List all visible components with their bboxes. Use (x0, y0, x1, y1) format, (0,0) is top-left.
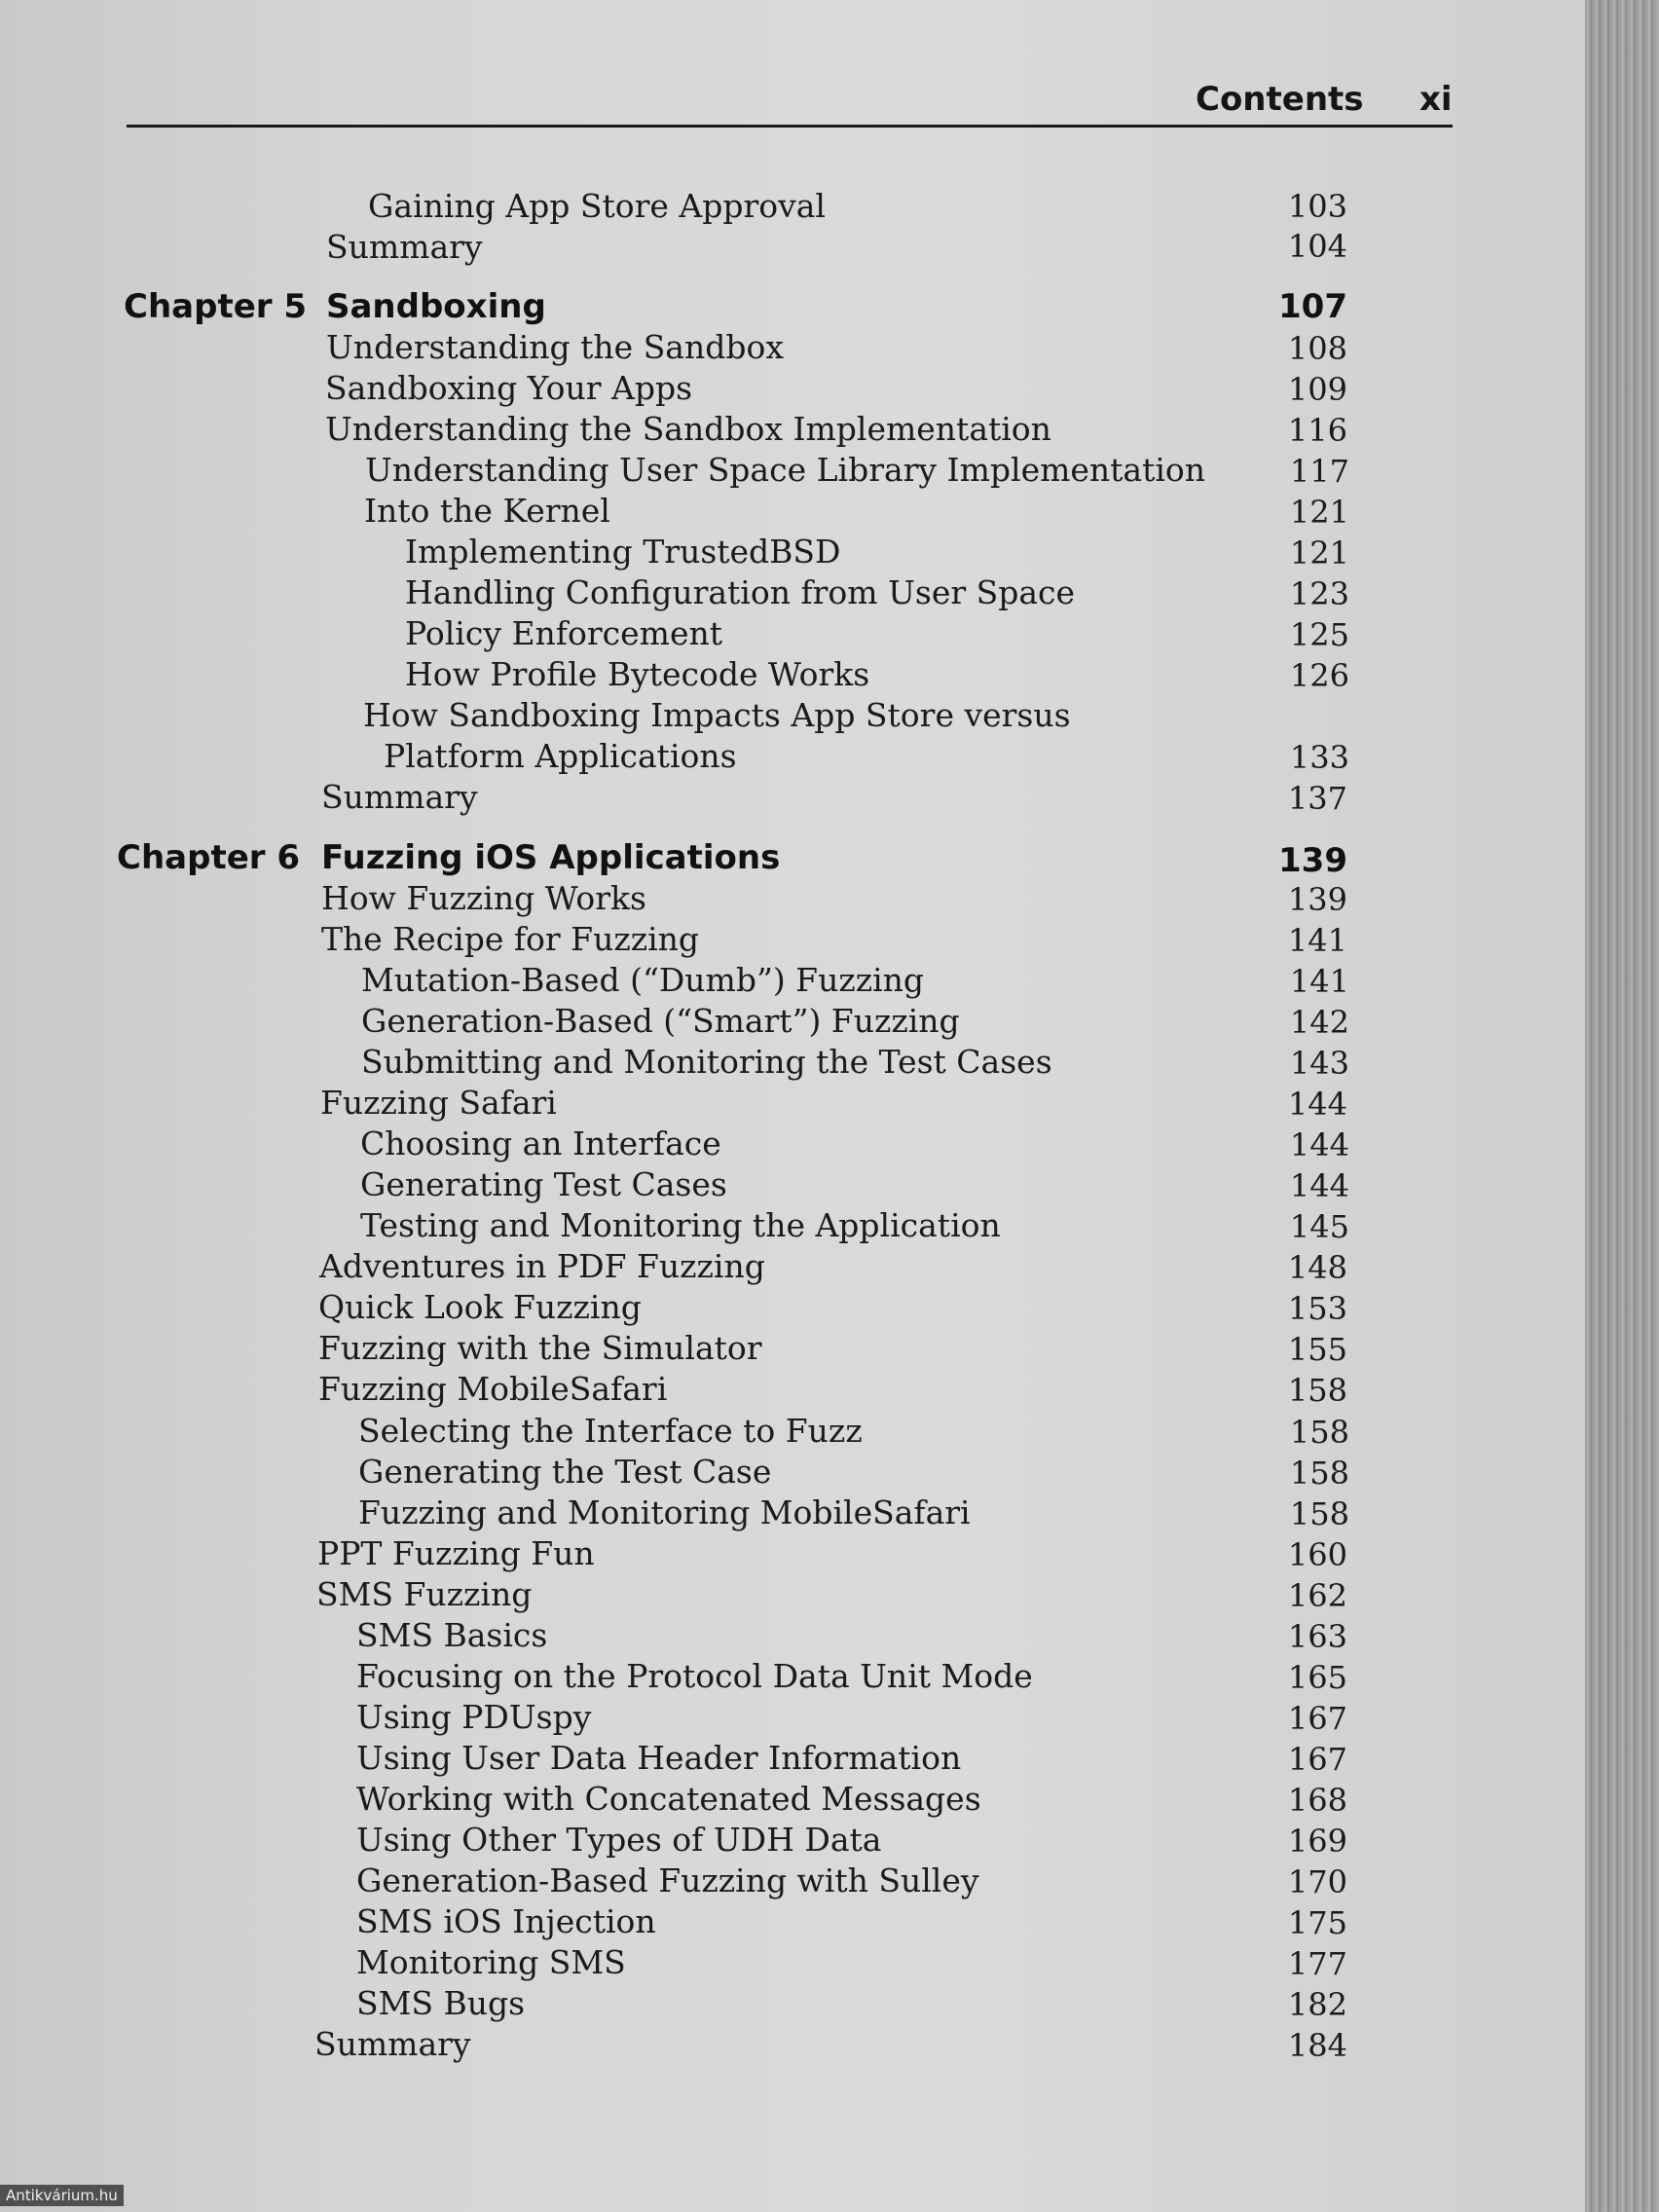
toc-page-number: 153 (1287, 1290, 1347, 1327)
toc-entry-title: Policy Enforcement (405, 614, 723, 652)
toc-page-number: 145 (1289, 1208, 1349, 1245)
toc-entry-title: Adventures in PDF Fuzzing (319, 1247, 765, 1285)
toc-page-number: 148 (1287, 1249, 1347, 1286)
watermark-text: Antikvárium.hu (0, 2185, 124, 2206)
toc-entry-title: Understanding the Sandbox (326, 328, 784, 366)
toc-page-number: 143 (1289, 1045, 1349, 1082)
toc-page-number: 137 (1287, 780, 1347, 817)
toc-entry-title: Handling Configuration from User Space (405, 573, 1076, 611)
toc-entry-title: Sandboxing Your Apps (325, 369, 693, 407)
toc-entry-title: Fuzzing MobileSafari (318, 1370, 668, 1408)
toc-page-number: 144 (1289, 1167, 1349, 1204)
toc-entry-title: Summary (326, 228, 483, 266)
chapter-page-number: 139 (1278, 841, 1347, 880)
toc-page-number: 168 (1287, 1782, 1347, 1819)
toc-entry-title: Fuzzing and Monitoring MobileSafari (358, 1493, 971, 1531)
toc-entry-title: PPT Fuzzing Fun (317, 1534, 595, 1572)
toc-page-number: 121 (1289, 535, 1349, 571)
page-folio: xi (1419, 80, 1453, 119)
toc-page-number: 104 (1287, 228, 1347, 265)
toc-entry-title: Implementing TrustedBSD (405, 533, 841, 571)
toc-page-number: 160 (1287, 1536, 1347, 1573)
toc-page-number: 169 (1287, 1823, 1347, 1860)
toc-entry-title: Generating Test Cases (360, 1165, 727, 1203)
toc-page-number: 165 (1287, 1659, 1347, 1696)
toc-entry-title: Working with Concatenated Messages (356, 1780, 981, 1818)
toc-entry-title: Using Other Types of UDH Data (356, 1821, 882, 1859)
toc-page-number: 177 (1287, 1945, 1347, 1982)
toc-page-number: 170 (1287, 1863, 1347, 1900)
toc-entry-title: Using User Data Header Information (356, 1739, 962, 1777)
toc-entry-title: Understanding User Space Library Implementation (365, 451, 1206, 489)
toc-entry-title: Fuzzing with the Simulator (318, 1329, 762, 1367)
toc-entry-title: How Fuzzing Works (321, 879, 646, 917)
toc-entry-title: Generating the Test Case (358, 1453, 772, 1491)
toc-entry-title: SMS iOS Injection (356, 1902, 656, 1940)
toc-page-number: 184 (1287, 2027, 1347, 2064)
toc-entry-title: Generation-Based (“Smart”) Fuzzing (361, 1002, 960, 1040)
toc-entry-title: Testing and Monitoring the Application (360, 1206, 1001, 1244)
toc-page-number: 163 (1287, 1618, 1347, 1655)
toc-page-number: 182 (1287, 1986, 1347, 2023)
toc-entry-title: Platform Applications (384, 737, 737, 775)
chapter-label: Chapter 5 (124, 287, 308, 326)
toc-page-number: 158 (1289, 1455, 1349, 1492)
toc-page-number: 158 (1289, 1414, 1349, 1451)
chapter-title: Fuzzing iOS Applications (321, 838, 781, 877)
toc-entry-title: Submitting and Monitoring the Test Cases (361, 1043, 1052, 1081)
toc-page-number: 126 (1289, 657, 1349, 694)
toc-entry-title: SMS Fuzzing (316, 1575, 533, 1613)
toc-page-number: 125 (1289, 616, 1349, 653)
toc-entry-title: How Profile Bytecode Works (405, 655, 870, 693)
toc-entry-title: Selecting the Interface to Fuzz (358, 1412, 863, 1450)
toc-entry-title: Quick Look Fuzzing (318, 1288, 642, 1326)
toc-entry-title: Fuzzing Safari (320, 1084, 557, 1122)
running-head: Contents (1196, 80, 1364, 119)
toc-page-number: 139 (1287, 881, 1347, 918)
toc-page-number: 144 (1287, 1086, 1347, 1123)
toc-page-number: 121 (1289, 494, 1349, 531)
chapter-page-number: 107 (1278, 287, 1347, 326)
toc-page-number: 158 (1289, 1495, 1349, 1532)
chapter-label: Chapter 6 (117, 838, 301, 877)
toc-entry-title: Focusing on the Protocol Data Unit Mode (356, 1657, 1033, 1695)
toc-entry-title: Monitoring SMS (356, 1943, 626, 1981)
toc-page-number: 141 (1289, 963, 1349, 1000)
toc-entry-title: Into the Kernel (364, 492, 610, 530)
toc-page-number: 141 (1287, 922, 1347, 959)
toc-entry-title: Gaining App Store Approval (368, 187, 826, 225)
toc-entry-title: Understanding the Sandbox Implementation (325, 410, 1051, 448)
toc-page-number: 133 (1289, 739, 1349, 776)
chapter-title: Sandboxing (326, 287, 546, 326)
toc-entry-title: Using PDUspy (356, 1698, 592, 1736)
toc-entry-title: Choosing an Interface (360, 1124, 721, 1162)
toc-entry-title: SMS Bugs (356, 1984, 526, 2022)
toc-entry-title: Mutation-Based (“Dumb”) Fuzzing (361, 961, 925, 999)
toc-entry-title: The Recipe for Fuzzing (321, 920, 700, 958)
toc-entry-title: SMS Basics (356, 1616, 548, 1654)
toc-page-number: 175 (1287, 1904, 1347, 1941)
toc-page-number: 167 (1287, 1741, 1347, 1778)
toc-page-number: 117 (1289, 453, 1349, 490)
page-stack-edge (1585, 0, 1659, 2212)
toc-page-number: 142 (1289, 1004, 1349, 1041)
toc-page-number: 109 (1287, 371, 1347, 408)
toc-entry-title: Summary (321, 778, 478, 816)
toc-page-number: 123 (1289, 575, 1349, 612)
toc-page-number: 103 (1287, 188, 1347, 225)
toc-page-number: 116 (1287, 412, 1347, 449)
toc-entry-title: Summary (314, 2025, 471, 2063)
toc-page-number: 162 (1287, 1577, 1347, 1614)
toc-page-number: 155 (1287, 1331, 1347, 1368)
toc-page-number: 144 (1289, 1126, 1349, 1163)
toc-entry-title: Generation-Based Fuzzing with Sulley (356, 1862, 979, 1899)
toc-page-number: 108 (1287, 330, 1347, 367)
toc-page-number: 158 (1287, 1372, 1347, 1409)
header-rule (127, 125, 1453, 128)
toc-entry-title: How Sandboxing Impacts App Store versus (363, 696, 1071, 734)
toc-page-number: 167 (1287, 1700, 1347, 1737)
